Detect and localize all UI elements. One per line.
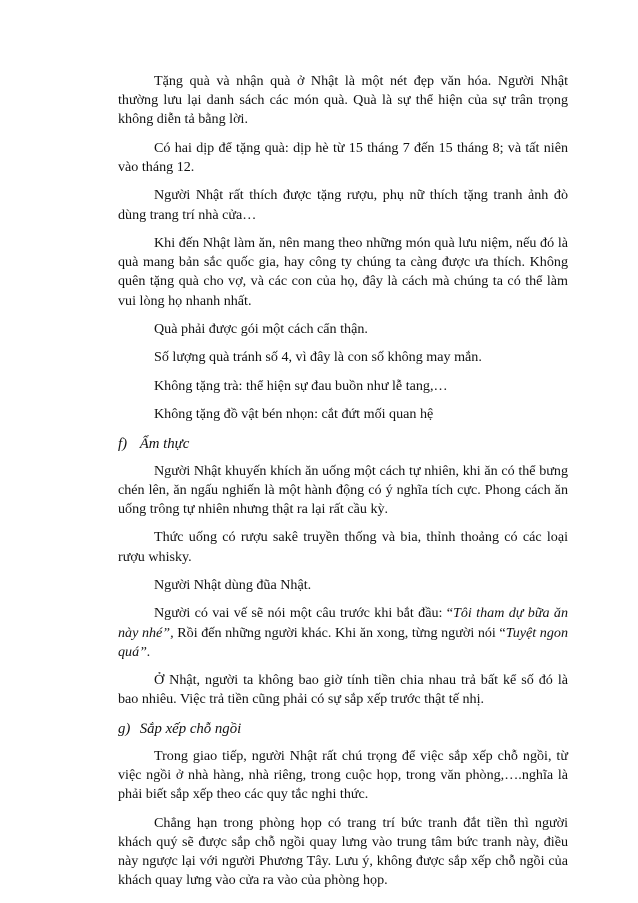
meal-phrase-start: Tôi tham dự bữa ăn này nhé”, (118, 605, 568, 641)
paragraph-paying-bill: Ở Nhật, người ta không bao giờ tính tiền chia nhau trả bất kể số đó là bao nhiêu. Việc trả tiền cũng phải có sự sắp xếp trước thật tế nhị. (118, 672, 568, 708)
paragraph-meal-phrases (118, 604, 568, 662)
section-title: Sắp xếp chỗ ngồi (139, 720, 242, 737)
document-body (118, 72, 568, 900)
paragraph-no-sharp-objects: Không tặng đồ vật bén nhọn: cắt đứt mối quan hệ (154, 406, 434, 423)
paragraph-seating-importance: Trong giao tiếp, người Nhật rất chú trọng để việc sắp xếp chỗ ngồi, từ việc ngồi ở nhà hàng, nhà riêng, trong cuộc họp, trong văn phòng,….nghĩa là phải biết sắp xếp theo các quy tắc nghi thức. (118, 747, 568, 803)
paragraph-seating-example: Chẳng hạn trong phòng họp có trang trí bức tranh đắt tiền thì người khách quý sẽ được sắp chỗ ngồi quay lưng vào trung tâm bức tranh này, điều này ngược lại với người Phương Tây. Lưu ý, không được sắp xếp chỗ ngồi của khách quay lưng vào cửa ra vào của phòng họp. (118, 814, 568, 889)
paragraph-drinks: Thức uống có rượu sakê truyền thống và bia, thỉnh thoảng có các loại rượu whisky. (118, 529, 568, 565)
paragraph-gift-preferences: Người Nhật rất thích được tặng rượu, phụ nữ thích tặng tranh ảnh đò dùng trang trí nhà cửa… (118, 187, 568, 223)
paragraph-chopsticks: Người Nhật dùng đũa Nhật. (154, 576, 312, 593)
paragraph-gift-wrapping: Quà phải được gói một cách cẩn thận. (154, 320, 368, 337)
paragraph-no-tea: Không tặng trà: thể hiện sự đau buồn như lễ tang,… (154, 377, 448, 394)
section-number: g) (118, 720, 131, 737)
meal-phrase-end: Tuyệt ngon quá”. (118, 624, 568, 660)
paragraph-number-four: Số lượng quà tránh số 4, vì đây là con số không may mắn. (154, 349, 482, 366)
section-number: f) (118, 435, 128, 452)
meal-phrase-middle: Rồi đến những người khác. Khi ăn xong, từng người nói “ (173, 624, 506, 641)
meal-phrase-intro: Người có vai vế sẽ nói một câu trước khi bắt đầu: “ (154, 605, 454, 622)
section-heading-cuisine (118, 434, 568, 454)
paragraph-eating-style: Người Nhật khuyến khích ăn uống một cách tự nhiên, khi ăn có thể bưng chén lên, ăn ngấu nghiến là một hành động có ý nghĩa tích cực. Phong cách ăn uống trông tự nhiên nhưng thật ra lại rất cầu kỳ. (118, 462, 568, 517)
section-title: Ẩm thực (139, 435, 190, 452)
section-heading-seating (118, 719, 568, 739)
paragraph-business-gifts: Khi đến Nhật làm ăn, nên mang theo những món quà lưu niệm, nếu đó là quà mang bản sắc quốc gia, hay công ty chúng ta càng được ưa thích. Không quên tặng quà cho vợ, và các con của họ, đây là cách mà chúng ta có thể làm vui lòng họ nhanh nhất. (118, 234, 568, 309)
paragraph-gift-occasions: Có hai dịp để tặng quà: dịp hè từ 15 tháng 7 đến 15 tháng 8; và tất niên vào tháng 12. (118, 139, 568, 175)
paragraph-gift-culture: Tặng quà và nhận quà ở Nhật là một nét đẹp văn hóa. Người Nhật thường lưu lại danh sách các món quà. Quà là sự thể hiện của sự trân trọng không diễn tả bằng lời. (118, 73, 568, 128)
